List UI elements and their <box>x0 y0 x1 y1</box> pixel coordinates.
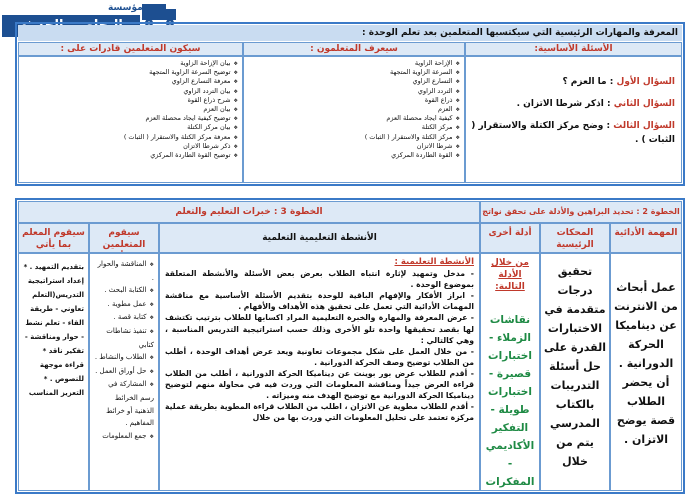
know-list <box>244 57 464 162</box>
students-list <box>90 254 158 445</box>
other-text: نقاشات الزملاء - اختبارات قصيرة - اختبارات طويلة - التفكير الأكاديمي - المفكرات <box>485 314 535 488</box>
question-2: السؤال الثاني : اذكر شرطا الاتزان . <box>516 99 675 109</box>
activity-item: - من خلال العمل على شكل مجموعات تعاونية ويعد عرض أهداف الوحدة ، أطلب من الطلاب توضيح وصف الحركة الدورانية . <box>165 346 475 367</box>
list-item: ❖ بيان التردد الزاوي <box>23 87 238 96</box>
list-item: ❖ القوة الطاردة المركزي <box>248 151 460 160</box>
students-header: سيقوم المتعلمين <box>89 223 159 253</box>
other-title: من خلال الأدلة التالية: <box>491 258 529 292</box>
list-item: ❖ كتابة قصة . <box>94 311 154 325</box>
list-item: ❖ المناقشة والحوار . <box>94 258 154 284</box>
question-1: السؤال الأول : ما العزم ؟ <box>562 77 675 87</box>
activities-title: الأنشطة التعليمية : <box>394 257 474 267</box>
list-item: ❖ شرطا الاتزان <box>248 142 460 151</box>
students-box <box>89 253 159 491</box>
task-header: المهمة الأدائية <box>610 223 682 253</box>
step2-title: الخطوة 2 : تحديد البراهين والأدلة على تحقق نواتج <box>480 201 682 223</box>
list-item: ❖ العزم <box>248 105 460 114</box>
activity-item: - عرض المعرفة والمهارة والخبرة التعليمية المراد اكسابها للطلاب بترتيب تكتشف لها بقصد تحقيقها واحدة تلو الأخرى وذلك حسب استراتيجية التدريس المناسبة ، وهي كالتالي : <box>165 313 474 345</box>
list-item: ❖ جمع المعلومات <box>94 430 154 444</box>
step3-title: الخطوة 3 : خبرات التعليم والتعلم <box>18 201 480 223</box>
list-item: ❖ معرفة مركز الكتلة والاستقرار ( الثبات ) <box>23 133 238 142</box>
able-list <box>19 57 242 162</box>
questions-header: الأسئلة الأساسية: <box>465 42 682 56</box>
list-item: ❖ السرعة الزاوية المتجهة <box>248 68 460 77</box>
list-item: ❖ بيان الإزاحة الزاوية <box>23 59 238 68</box>
teacher-text: بتقديم التمهيد . * إعداد استراتيجية التدريس(التعلم تعاوني - طريقة القاء - تعلم نشط - حوار ومناقشة - تفكير ناقد * قراءة موجهة للنصوص . * التعزيز المناسب <box>18 253 89 491</box>
activity-item: - ابراز الأفكار والإفهام الباقية للوحدة بتقديم الأسئلة الأساسية مع مناقشة المهمات الأدائية التي تعمل على تحقيق هذه الأهداف والأفهام . <box>165 291 475 312</box>
list-item: ❖ المشاركة في رسم الخرائط الذهنية أو خرائط المفاهيم . <box>94 378 154 429</box>
other-header: أدلة أخرى <box>480 223 540 253</box>
list-item: ❖ بيان مركز الكتلة <box>23 123 238 132</box>
list-item: ❖ توضيح القوة الطاردة المركزي <box>23 151 238 160</box>
list-item: ❖ شرح ذراع القوة <box>23 96 238 105</box>
list-item: ❖ تنفيذ نشاطات كتابي <box>94 325 154 351</box>
list-item: ❖ كيفية ايجاد محصلة العزم <box>248 114 460 123</box>
list-item: ❖ التردد الزاوي <box>248 87 460 96</box>
teacher-header: سيقوم المعلم بما يأتي <box>18 223 89 253</box>
questions-box <box>465 56 682 183</box>
list-item: ❖ توضيح السرعة الزاوية المتجهة <box>23 68 238 77</box>
top-title: المعرفة والمهارات الرئيسية التي سيكتسبها المتعلمين بعد تعلم الوحدة : <box>18 25 682 41</box>
list-item: ❖ مركز الكتلة والاستقرار ( الثبات ) <box>248 133 460 142</box>
list-item: ❖ مركز الكتلة <box>248 123 460 132</box>
other-box <box>480 253 540 491</box>
list-item: ❖ الكتابة البحث . <box>94 284 154 298</box>
tests-header: المحكات الرئيسية <box>540 223 610 253</box>
list-item: ❖ ذكر شرطا الاتزان <box>23 142 238 151</box>
activities-header: الأنشطة التعليمية التعلمية <box>159 223 480 253</box>
question-3: السؤال الثالث : وضح مركز الكتلة والاستقرار ( الثبات ) . <box>471 121 675 145</box>
task-text: عمل أبحاث من الانترنت عن ديناميكا الحركة الدورانية . أن يحضر الطلاب قصة يوضح الاتزان . <box>610 253 682 491</box>
list-item: ❖ التسارع الزاوي <box>248 77 460 86</box>
activity-item: - مدخل وتمهيد لإثارة انتباه الطلاب بعرض بعض الأسئلة والأنشطة المتعلقة بموضوع الوحدة . <box>165 269 474 290</box>
list-item: ❖ بيان العزم <box>23 105 238 114</box>
tests-text: تحقيق درجات متقدمة في الاختبارات القدرة على حل أسئلة التدريبات بالكتاب المدرسي يتم من خلال <box>540 253 610 491</box>
list-item: ❖ حل أوراق العمل . <box>94 365 154 379</box>
list-item: ❖ ذراع القوة <box>248 96 460 105</box>
know-header: سيعرف المتعلمون : <box>243 42 465 56</box>
list-item: ❖ معرفة التسارع الزاوي <box>23 77 238 86</box>
list-item: ❖ الطلاب والنشاط . <box>94 351 154 365</box>
activity-item: - أقدم للطلاب عرض بور بوينت عن ديناميكا الحركة الدورانية ، أطلب من الطلاب قراءة العرض جيداً ومناقشة المعلومات التي وردت فيه في محاولة منهم لتوضيح ديناميكا الحركة الدورانية مع توضيح الهدف منه وميزاته . <box>165 368 474 401</box>
activity-item: - أقدم للطلاب مطوية عن الاتزان ، اطلب من الطلاب قراءة المطوية بطريقة عملية مركزة تعتمد على تحليل المعلومات التي وردت بها من خلال <box>165 402 474 423</box>
list-item: ❖ الإزاحة الزاوية <box>248 59 460 68</box>
list-item: ❖ توضيح كيفية ايجاد محصلة العزم <box>23 114 238 123</box>
list-item: ❖ عمل مطوية . <box>94 298 154 312</box>
able-header: سيكون المتعلمين قادرات على : <box>18 42 243 56</box>
know-box <box>243 56 465 183</box>
able-box <box>18 56 243 183</box>
brand-small: مؤسسة <box>108 3 143 13</box>
activities-box <box>159 253 480 491</box>
